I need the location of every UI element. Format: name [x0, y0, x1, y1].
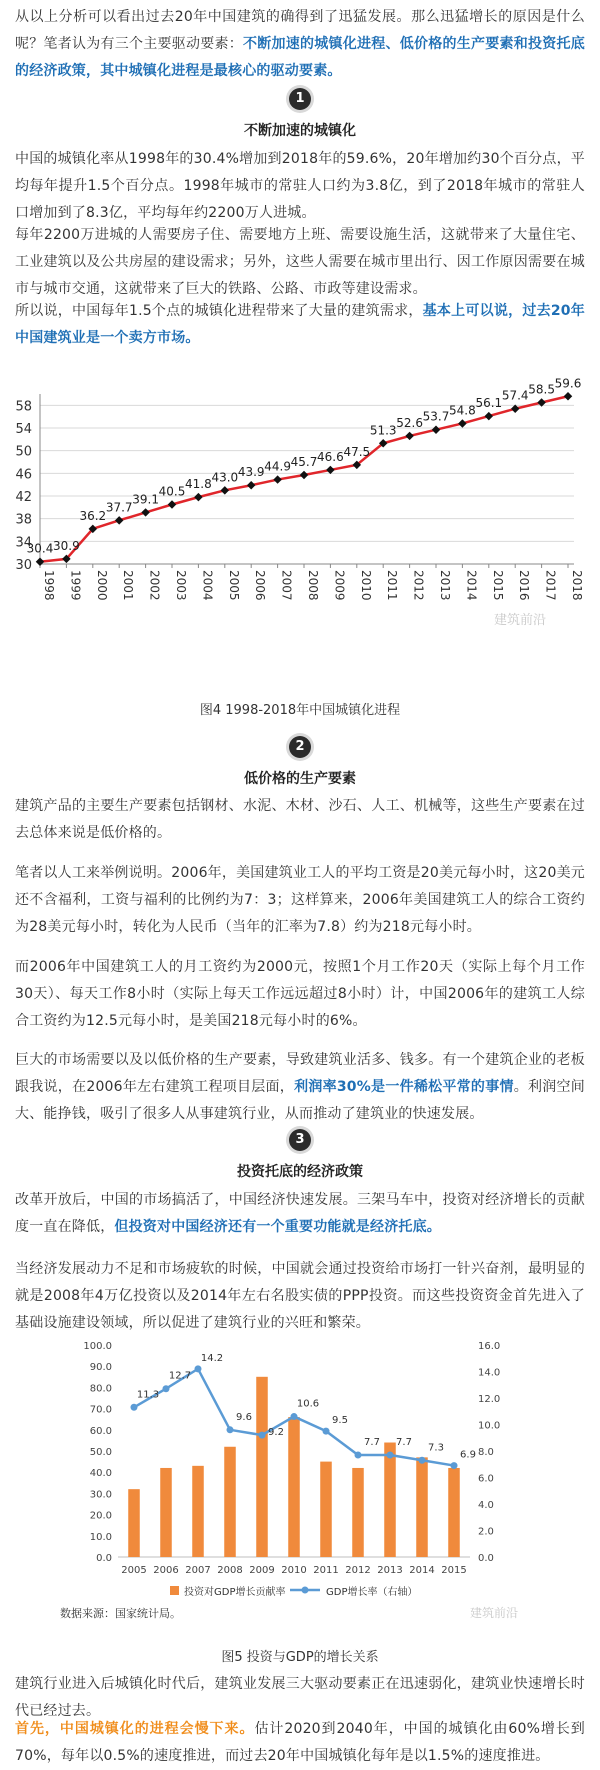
data-point — [458, 419, 466, 427]
legend-line-label: GDP增长率（右轴） — [326, 1587, 418, 1598]
y-tick-label: 58 — [15, 399, 32, 415]
gdp-data-label: 6.9 — [460, 1449, 476, 1461]
x-tick-label: 2005 — [226, 570, 241, 601]
left-y-tick-label: 0.0 — [96, 1553, 112, 1564]
bar — [192, 1466, 204, 1557]
sec2-p4-highlight: 利润率30%是一件稀松平常的事情 — [294, 1079, 514, 1095]
bar — [384, 1443, 396, 1557]
bar — [224, 1447, 236, 1557]
data-label: 45.7 — [290, 455, 318, 470]
left-y-tick-label: 90.0 — [89, 1362, 112, 1374]
gdp-data-label: 12.7 — [168, 1370, 192, 1382]
y-tick-label: 46 — [15, 467, 32, 483]
gdp-data-point — [195, 1365, 202, 1372]
y-tick-label: 42 — [15, 490, 32, 505]
x-tick-label: 2014 — [409, 1565, 435, 1576]
data-label: 39.1 — [132, 492, 159, 507]
sec1-paragraph-3 — [15, 298, 585, 352]
data-label: 57.4 — [501, 388, 529, 403]
bar — [448, 1468, 460, 1557]
x-tick-label: 2012 — [345, 1565, 371, 1576]
x-tick-label: 2011 — [385, 570, 400, 601]
data-label: 56.1 — [475, 396, 503, 411]
right-y-tick-label: 4.0 — [478, 1500, 494, 1511]
gdp-data-point — [227, 1426, 234, 1433]
intro-text: 从以上分析可以看出过去20年中国建筑的确得到了迅猛发展。那么迅猛增长的原因是什么呢？笔者认为有三个主要驱动要素： — [15, 9, 585, 52]
data-point — [168, 500, 176, 508]
gdp-data-point — [451, 1462, 458, 1469]
y-tick-label: 54 — [15, 422, 32, 437]
left-y-tick-label: 10.0 — [89, 1531, 112, 1543]
x-tick-label: 2001 — [121, 570, 136, 601]
watermark: 建筑前沿 — [470, 1606, 519, 1620]
gdp-data-label: 7.7 — [396, 1436, 412, 1448]
y-tick-label: 34 — [15, 535, 32, 551]
intro-highlight: 不断加速的城镇化进程、低价格的生产要素和投资托底的经济政策，其中城镇化进程是最核心的驱动要素。 — [15, 36, 585, 79]
section-title-1: 不断加速的城镇化 — [244, 123, 356, 139]
right-y-tick-label: 10.0 — [478, 1420, 501, 1432]
sec1-p3-text: 所以说，中国每年1.5个点的城镇化进程带来了大量的建筑需求， — [15, 303, 423, 319]
x-tick-label: 2017 — [543, 570, 558, 601]
data-label: 40.5 — [158, 484, 186, 499]
bar — [288, 1417, 300, 1557]
x-tick-label: 2013 — [377, 1565, 403, 1576]
right-y-tick-label: 14.0 — [478, 1367, 501, 1379]
y-tick-label: 30 — [15, 558, 32, 573]
section-number-badge-1: 1 — [289, 88, 311, 110]
sec2-paragraph-4 — [15, 1047, 585, 1128]
data-label: 30.9 — [53, 538, 80, 553]
right-y-tick-label: 8.0 — [478, 1447, 494, 1458]
sec3-paragraph-1 — [15, 1187, 585, 1241]
gdp-data-label: 11.3 — [136, 1389, 160, 1401]
outro-text: 估计2020到2040年，中国的城镇化由60%增长到70%，每年以0.5%的速度推进，而过去20年中国城镇化每年是以1.5%的速度推进。 — [15, 1721, 586, 1764]
x-tick-label: 2004 — [200, 570, 215, 601]
data-label: 51.3 — [369, 423, 397, 438]
sec2-paragraph-1: 建筑产品的主要生产要素包括钢材、水泥、木材、沙石、人工、机械等，这些生产要素在过去总体来说是低价格的。 — [15, 798, 585, 841]
gdp-data-point — [291, 1413, 298, 1420]
left-y-tick-label: 40.0 — [89, 1468, 112, 1480]
legend-bar-swatch — [170, 1586, 179, 1595]
data-label: 54.8 — [449, 403, 476, 418]
x-tick-label: 1999 — [68, 570, 83, 601]
x-tick-label: 2010 — [281, 1565, 307, 1576]
gdp-data-label: 14.2 — [200, 1352, 224, 1364]
figure-5-caption: 图5 投资与GDP的增长关系 — [221, 1650, 379, 1665]
x-tick-label: 2008 — [306, 570, 320, 601]
x-tick-label: 2008 — [217, 1565, 243, 1576]
figure-4-caption: 图4 1998-2018年中国城镇化进程 — [199, 703, 401, 718]
left-y-tick-label: 70.0 — [89, 1404, 112, 1416]
data-point — [36, 557, 44, 565]
data-point — [221, 486, 229, 494]
data-label: 43.9 — [237, 465, 265, 480]
gdp-data-point — [419, 1457, 426, 1464]
data-point — [141, 508, 149, 516]
gdp-data-label: 9.5 — [332, 1415, 348, 1427]
x-tick-label: 2010 — [358, 570, 373, 601]
data-source-note: 数据来源：国家统计局。 — [60, 1607, 181, 1620]
bar — [160, 1468, 172, 1557]
gdp-data-point — [355, 1451, 362, 1458]
bar — [352, 1468, 364, 1557]
x-tick-label: 2015 — [441, 1565, 467, 1576]
section-title-2: 低价格的生产要素 — [244, 771, 356, 787]
urbanization-line-chart — [0, 376, 600, 688]
right-y-tick-label: 0.0 — [478, 1553, 494, 1564]
gdp-data-label: 10.6 — [296, 1398, 320, 1410]
right-y-tick-label: 2.0 — [478, 1526, 494, 1538]
sec1-paragraph-2: 每年2200万进城的人需要房子住、需要地方上班、需要设施生活，这就带来了大量住宅、工业建筑以及公共房屋的建设需求；另外，这些人需要在城市里出行、因工作原因需要在城市与城市交通，这就带来了巨大的铁路、公路、市政等建设需求。 — [15, 227, 585, 297]
left-y-tick-label: 80.0 — [89, 1383, 112, 1395]
sec2-paragraph-3: 而2006年中国建筑工人的月工资约为2000元，按照1个月工作20天（实际上每个月工作30天）、每天工作8小时（实际上每天工作远远超过8小时）计，中国2006年的建筑工人综合工资约为12.5元每小时，是美国218元每小时的6%。 — [15, 959, 585, 1029]
sec1-p3-highlight: 基本上可以说，过去20年中国建筑业是一个卖方市场。 — [15, 303, 585, 346]
left-y-tick-label: 60.0 — [89, 1425, 112, 1437]
x-tick-label: 2011 — [313, 1565, 339, 1576]
sec2-paragraph-2: 笔者以人工来举例说明。2006年，美国建筑业工人的平均工资是20美元每小时，这20美元还不含福利，工资与福利的比例约为7：3；这样算来，2006年美国建筑工人的综合工资约为28美元每小时，转化为人民币（当年的汇率为7.8）约为218元每小时。 — [15, 865, 585, 935]
section-number-badge-2: 2 — [289, 736, 311, 758]
gdp-data-point — [323, 1428, 330, 1435]
sec3-paragraph-2: 当经济发展动力不足和市场疲软的时候，中国就会通过投资给市场打一针兴奋剂，最明显的就是2008年4万亿投资以及2014年左右名股实债的PPP投资。而这些投资资金首先进入了基础设施建设领域，所以促进了建筑行业的兴旺和繁荣。 — [15, 1261, 585, 1331]
data-label: 43.0 — [211, 470, 239, 485]
x-tick-label: 1998 — [42, 570, 56, 601]
outro-highlight: 首先，中国城镇化的进程会慢下来。 — [15, 1721, 255, 1737]
data-point — [564, 392, 572, 400]
x-tick-label: 2013 — [438, 570, 452, 601]
x-tick-label: 2000 — [94, 570, 109, 601]
x-tick-label: 2015 — [490, 570, 505, 601]
outro-paragraph-1: 建筑行业进入后城镇化时代后，建筑业发展三大驱动要素正在迅速弱化，建筑业快速增长时代已经过去。 — [15, 1676, 585, 1719]
data-label: 47.5 — [343, 444, 371, 459]
x-tick-label: 2009 — [332, 570, 347, 601]
investment-gdp-chart — [0, 1335, 600, 1640]
data-point — [273, 475, 281, 483]
sec1-paragraph-1: 中国的城镇化率从1998年的30.4%增加到2018年的59.6%，20年增加约30个百分点，平均每年提升1.5个百分点。1998年城市的常驻人口约为3.8亿，到了2018年城市的常驻人口增加到了8.3亿，平均每年约2200万人进城。 — [15, 151, 585, 221]
data-label: 58.5 — [528, 382, 555, 397]
gdp-data-point — [259, 1432, 266, 1439]
left-y-tick-label: 30.0 — [89, 1489, 112, 1501]
data-label: 53.7 — [422, 409, 450, 424]
section-number-badge-3: 3 — [289, 1129, 311, 1151]
section-title-3: 投资托底的经济政策 — [237, 1164, 363, 1180]
gdp-data-point — [387, 1451, 394, 1458]
left-y-tick-label: 50.0 — [89, 1447, 112, 1458]
gdp-data-point — [131, 1404, 138, 1411]
bar — [416, 1457, 428, 1557]
x-tick-label: 2003 — [174, 570, 188, 601]
right-y-tick-label: 6.0 — [478, 1473, 494, 1485]
intro-paragraph — [15, 4, 585, 85]
x-tick-label: 2006 — [253, 570, 268, 601]
gdp-data-label: 9.2 — [268, 1427, 284, 1439]
x-tick-label: 2016 — [517, 570, 532, 601]
bar — [320, 1462, 332, 1557]
data-point — [300, 471, 308, 479]
data-point — [485, 412, 493, 420]
gdp-data-point — [163, 1385, 170, 1392]
sec2-p4-text-a: 巨大的市场需要以及以低价格的生产要素，导致建筑业活多、钱多。有一个建筑企业的老板跟我说，在2006年左右建筑工程项目层面， — [15, 1052, 585, 1095]
y-tick-label: 50 — [15, 444, 32, 460]
data-label: 46.6 — [317, 449, 344, 464]
x-tick-label: 2012 — [411, 570, 426, 601]
y-tick-label: 38 — [15, 512, 32, 528]
data-point — [115, 516, 123, 524]
sec3-p1-highlight: 但投资对中国经济还有一个重要功能就是经济托底。 — [114, 1219, 442, 1235]
outro-paragraph-2 — [15, 1716, 585, 1770]
x-tick-label: 2005 — [121, 1565, 147, 1576]
x-tick-label: 2006 — [153, 1565, 179, 1576]
left-y-tick-label: 20.0 — [89, 1510, 112, 1522]
x-tick-label: 2018 — [570, 570, 584, 601]
data-point — [247, 481, 255, 489]
x-tick-label: 2007 — [185, 1565, 211, 1576]
sec2-p4-text-c: 。利润空间大、能挣钱，吸引了很多人从事建筑行业，从而推动了建筑业的快速发展。 — [15, 1079, 586, 1122]
right-y-tick-label: 16.0 — [478, 1341, 501, 1352]
watermark: 建筑前沿 — [493, 613, 547, 628]
data-label: 30.4 — [26, 541, 54, 556]
left-y-tick-label: 100.0 — [83, 1341, 112, 1352]
x-tick-label: 2009 — [249, 1565, 275, 1576]
gdp-data-label: 7.3 — [428, 1442, 444, 1454]
gdp-data-label: 7.7 — [364, 1436, 380, 1448]
data-point — [432, 425, 440, 433]
legend-line-marker — [302, 1587, 309, 1594]
x-tick-label: 2007 — [279, 570, 294, 601]
data-label: 44.9 — [264, 459, 291, 474]
x-tick-label: 2014 — [464, 570, 479, 601]
data-label: 59.6 — [554, 376, 582, 391]
bar — [256, 1377, 268, 1557]
bar — [128, 1489, 140, 1557]
x-tick-label: 2002 — [147, 570, 162, 601]
data-point — [405, 432, 413, 440]
sec3-p1-text: 改革开放后，中国的市场搞活了，中国经济快速发展。三架马车中，投资对经济增长的贡献度一直在降低， — [15, 1192, 585, 1235]
legend-bar-label: 投资对GDP增长贡献率 — [184, 1587, 286, 1598]
data-point — [194, 493, 202, 501]
data-label: 36.2 — [79, 508, 107, 523]
data-label: 37.7 — [105, 500, 133, 515]
data-label: 41.8 — [185, 477, 212, 492]
right-y-tick-label: 12.0 — [478, 1394, 501, 1405]
data-label: 52.6 — [396, 415, 423, 430]
gdp-data-label: 9.6 — [236, 1411, 252, 1423]
